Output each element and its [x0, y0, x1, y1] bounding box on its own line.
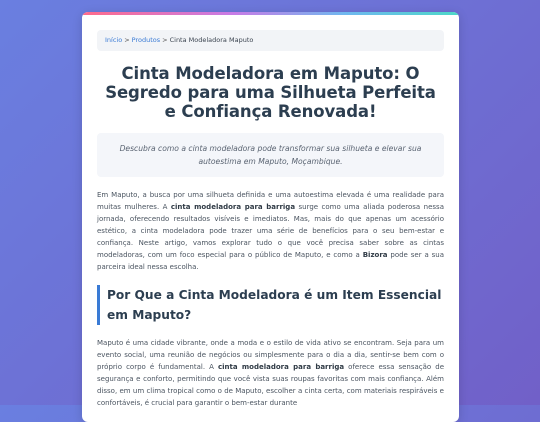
accent-bar [82, 12, 459, 15]
section-heading: Por Que a Cinta Modeladora é um Item Essencial em Maputo? [97, 285, 444, 325]
bold-keyword: cinta modeladora para barriga [170, 203, 296, 211]
breadcrumb-current: Cinta Modeladora Maputo [169, 36, 254, 44]
breadcrumb-home-link[interactable]: Início [105, 36, 123, 44]
bold-keyword: cinta modeladora para barriga [218, 363, 345, 371]
breadcrumb-separator: > [124, 36, 130, 44]
intro-box: Descubra como a cinta modeladora pode transformar sua silhueta e elevar sua autoestima em Maputo, Moçambique. [97, 133, 444, 177]
intro-paragraph [97, 189, 444, 273]
breadcrumb-separator: > [162, 36, 168, 44]
text: surge como uma aliada poderosa nessa jornada, oferecendo resultados visíveis e imediatos. Mas, mais do que apenas um acessório estético, a cinta modeladora pode trazer uma série de benefícios para o seu bem-estar e confiança. Neste artigo, vamos explorar tudo o que você precisa saber sobre as cintas modeladoras, com um foco especial para o público de Maputo, e como a [97, 203, 444, 259]
text: pode ser a sua parceira ideal nessa escolha. [97, 251, 444, 271]
page-title: Cinta Modeladora em Maputo: O Segredo para uma Silhueta Perfeita e Confiança Renovada! [105, 64, 436, 121]
breadcrumb-products-link[interactable]: Produtos [131, 36, 161, 44]
text: Em Maputo, a busca por uma silhueta definida e uma autoestima elevada é uma realidade para muitas mulheres. A [97, 191, 444, 211]
breadcrumb [97, 30, 444, 51]
article-card [82, 12, 459, 422]
text: oferece essa sensação de segurança e conforto, permitindo que você vista suas roupas favoritas com mais confiança. Além disso, em um clima tropical como o de Maputo, escolher a cinta certa, com materiais respiráveis e confortáveis, é crucial para garantir o bem-estar durante [97, 363, 445, 407]
section-paragraph [97, 337, 444, 409]
brand-name: Bizora [362, 251, 388, 259]
text: Maputo é uma cidade vibrante, onde a moda e o estilo de vida ativo se encontram. Seja para um evento social, uma reunião de negócios ou simplesmente para o dia a dia, sentir-se bem com o próprio corpo é fundamental. A [97, 339, 444, 371]
